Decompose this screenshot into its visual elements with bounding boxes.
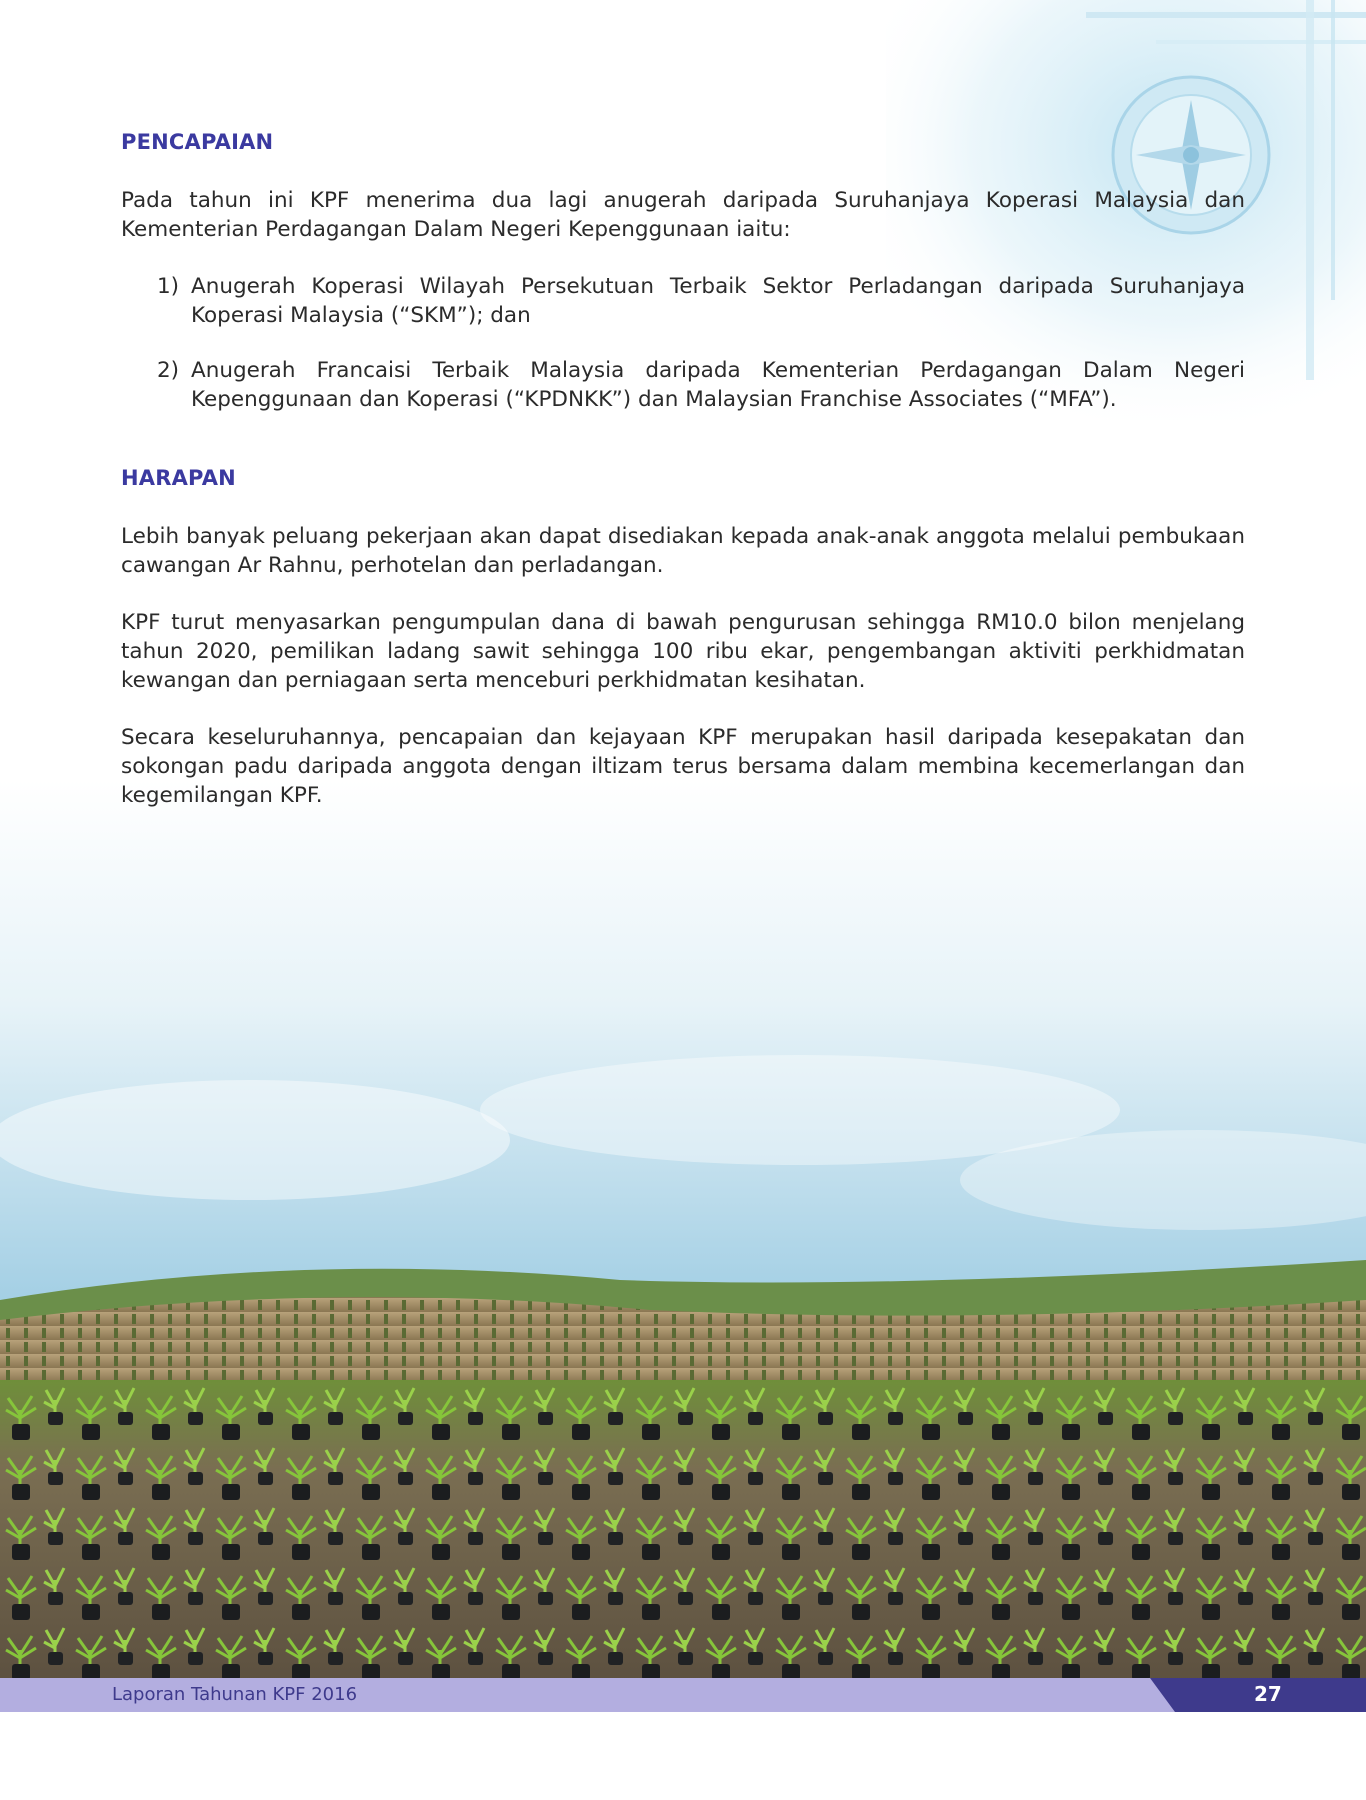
palm-plantation-image [0,780,1366,1680]
main-content [121,130,1245,838]
harapan-paragraph-2: KPF turut menyasarkan pengumpulan dana di bawah pengurusan sehingga RM10.0 bilon menjelang tahun 2020, pemilikan ladang sawit sehingga 100 ribu ekar, pengembangan aktiviti perkhidmatan kewangan dan perniagaan serta menceburi perkhidmatan kesihatan. [121,610,1245,693]
page-number: 27 [1254,1682,1282,1706]
footer-report-title: Laporan Tahunan KPF 2016 [112,1684,358,1705]
section-heading-pencapaian: PENCAPAIAN [121,130,274,154]
list-item-number: 2) [157,358,180,383]
list-item-text: Anugerah Francaisi Terbaik Malaysia daripada Kementerian Perdagangan Dalam Negeri Kepenggunaan dan Koperasi (“KPDNKK”) dan Malaysian Franchise Associates (“MFA”). [191,358,1245,412]
list-item-text: Anugerah Koperasi Wilayah Persekutuan Terbaik Sektor Perladangan daripada Suruhanjaya Koperasi Malaysia (“SKM”); dan [191,274,1245,328]
section-heading-harapan: HARAPAN [121,466,236,490]
list-item [157,356,1245,414]
list-item [157,272,1245,330]
harapan-paragraph-1: Lebih banyak peluang pekerjaan akan dapat disediakan kepada anak-anak anggota melalui pembukaan cawangan Ar Rahnu, perhotelan dan perladangan. [121,524,1245,578]
pencapaian-intro: Pada tahun ini KPF menerima dua lagi anugerah daripada Suruhanjaya Koperasi Malaysia dan Kementerian Perdagangan Dalam Negeri Kepenggunaan iaitu: [121,188,1245,242]
list-item-number: 1) [157,274,180,299]
harapan-paragraph-3: Secara keseluruhannya, pencapaian dan kejayaan KPF merupakan hasil daripada kesepakatan dan sokongan padu daripada anggota dengan iltizam terus bersama dalam membina kecemerlangan dan kegemilangan KPF. [121,725,1245,808]
award-list [121,272,1245,414]
